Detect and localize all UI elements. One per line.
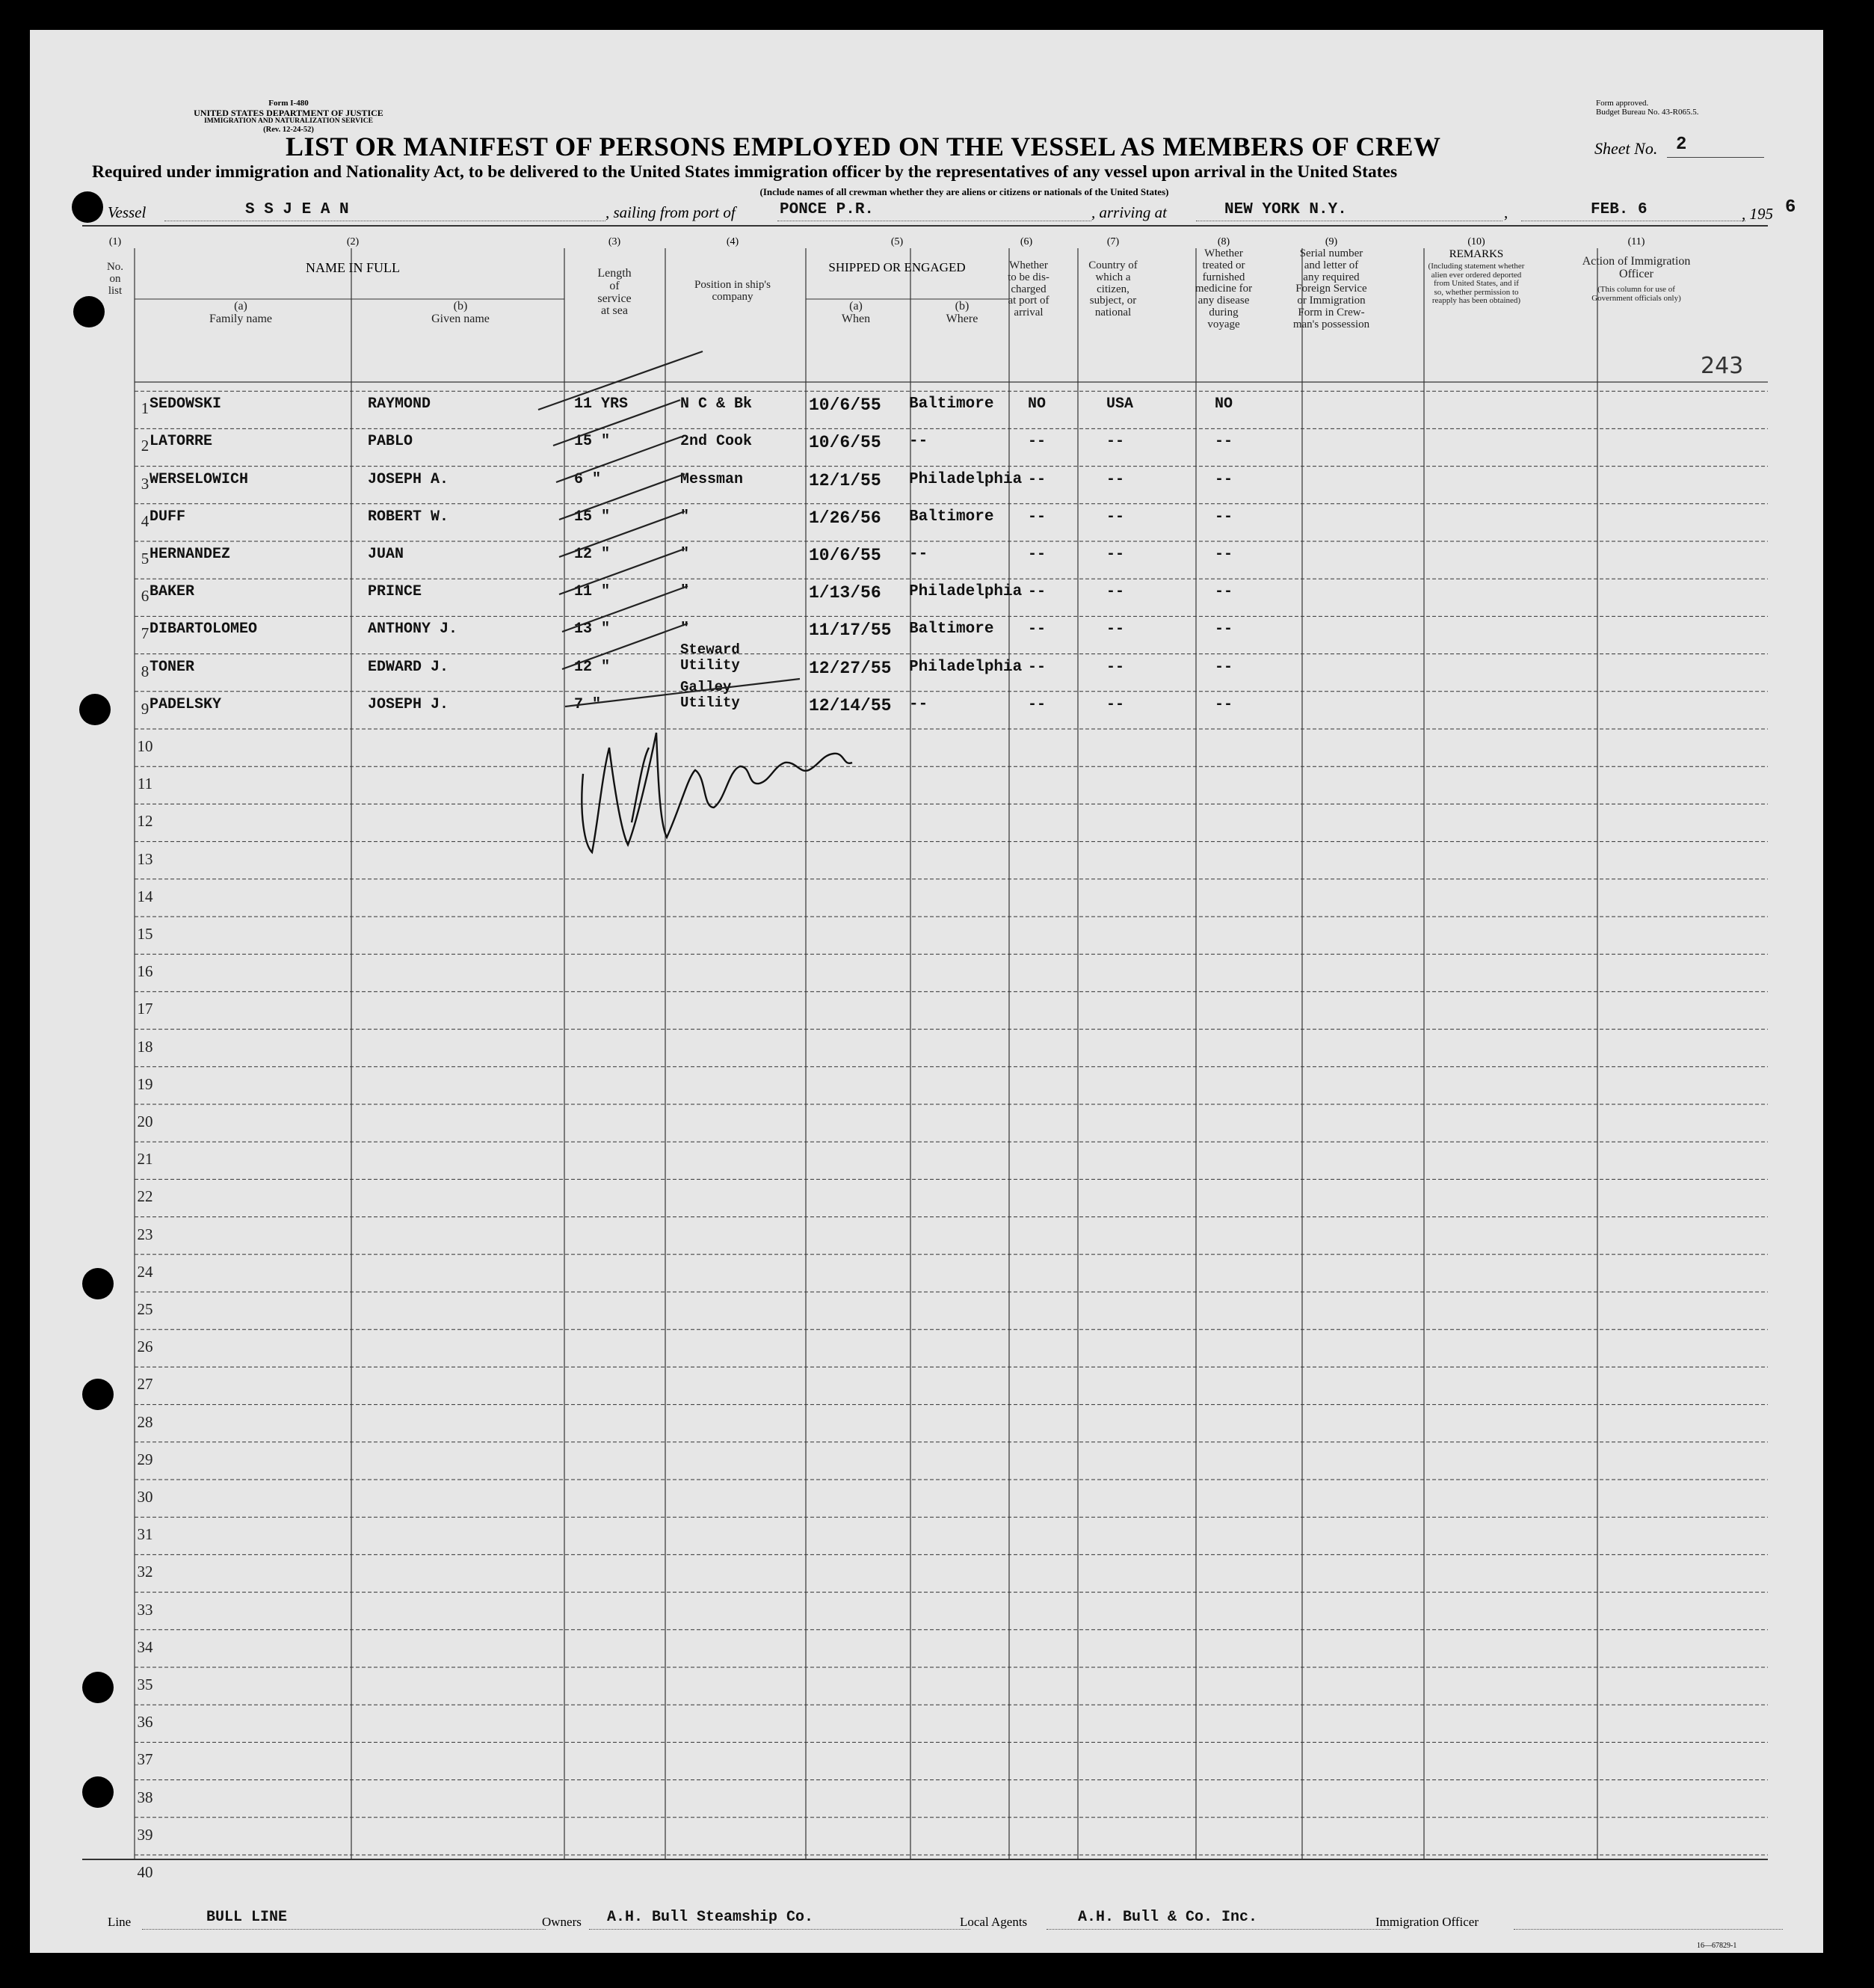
port-to: NEW YORK N.Y. bbox=[1224, 201, 1347, 218]
when-cell: 1/13/56 bbox=[809, 583, 881, 603]
footer-agents-value: A.H. Bull & Co. Inc. bbox=[1078, 1909, 1258, 1926]
header-line: national bbox=[1094, 307, 1132, 318]
family-name-cell: TONER bbox=[150, 658, 195, 676]
arriving-label: , arriving at bbox=[1091, 203, 1167, 221]
row-number: 15 bbox=[137, 925, 153, 943]
footer-owners-label: Owners bbox=[542, 1915, 582, 1929]
treated-cell: NO bbox=[1215, 396, 1233, 413]
header-line: any required bbox=[1303, 271, 1360, 283]
row-number: 13 bbox=[137, 849, 153, 868]
col-number: (5) bbox=[890, 236, 904, 247]
where-cell: -- bbox=[909, 433, 928, 451]
treated-cell: -- bbox=[1215, 583, 1233, 601]
row-number: 17 bbox=[137, 1000, 153, 1018]
header-line: (b) bbox=[453, 300, 468, 313]
header-line: furnished bbox=[1202, 271, 1245, 283]
header-line: alien ever ordered deported bbox=[1431, 270, 1522, 280]
position-cell: Steward Utility bbox=[680, 641, 740, 674]
header-line: (Including statement whether bbox=[1428, 262, 1525, 271]
header-line: reapply has been obtained) bbox=[1431, 296, 1521, 306]
col-number: (7) bbox=[1106, 236, 1120, 247]
row-number: 35 bbox=[137, 1675, 153, 1693]
header-line: at port of bbox=[1008, 295, 1049, 307]
footer-agents-rule bbox=[1047, 1929, 1390, 1930]
discharged-cell: -- bbox=[1028, 621, 1047, 638]
length-strike-marks bbox=[538, 351, 800, 707]
where-cell: Philadelphia bbox=[909, 583, 1023, 601]
header-line: Action of Immigration bbox=[1582, 255, 1691, 268]
service-name: IMMIGRATION AND NATURALIZATION SERVICE bbox=[204, 117, 373, 125]
given-name-cell: ANTHONY J. bbox=[368, 621, 458, 638]
row-number: 37 bbox=[137, 1750, 153, 1769]
form-title: LIST OR MANIFEST OF PERSONS EMPLOYED ON THE VESSEL AS MEMBERS OF CREW bbox=[286, 132, 1441, 161]
col-number: (11) bbox=[1627, 236, 1645, 247]
position-cell: " bbox=[680, 583, 690, 601]
where-cell: Philadelphia bbox=[909, 658, 1023, 676]
when-cell: 12/27/55 bbox=[809, 658, 892, 678]
footer-line-value: BULL LINE bbox=[206, 1909, 288, 1926]
header-line: No. bbox=[106, 261, 124, 273]
vessel-label: Vessel bbox=[108, 203, 147, 221]
row-number: 25 bbox=[137, 1300, 153, 1318]
when-cell: 10/6/55 bbox=[809, 396, 881, 416]
header-line: so, whether permission to bbox=[1434, 287, 1519, 297]
discharged-cell: -- bbox=[1028, 546, 1047, 563]
header-line: man's possession bbox=[1292, 318, 1370, 330]
row-number: 40 bbox=[137, 1863, 153, 1881]
position-cell: " bbox=[680, 508, 690, 526]
footer-owners-rule bbox=[589, 1929, 970, 1930]
when-cell: 10/6/55 bbox=[809, 433, 881, 453]
col-number: (9) bbox=[1325, 236, 1338, 247]
row-number: 31 bbox=[137, 1525, 153, 1544]
row-number: 24 bbox=[137, 1262, 153, 1281]
row-number: 16 bbox=[137, 962, 153, 981]
row-number: 34 bbox=[137, 1637, 153, 1656]
row-number: 36 bbox=[137, 1713, 153, 1732]
position-cell: Galley Utility bbox=[680, 678, 740, 711]
discharged-cell: -- bbox=[1028, 695, 1047, 713]
port-from: PONCE P.R. bbox=[780, 201, 875, 218]
row-number: 20 bbox=[137, 1113, 153, 1130]
footer-line-rule bbox=[142, 1929, 546, 1930]
position-cell: Messman bbox=[680, 470, 744, 488]
year-digit: 6 bbox=[1785, 197, 1796, 218]
row-number: 8 bbox=[141, 662, 150, 680]
length-cell: 11 YRS bbox=[574, 396, 629, 413]
header-line: Where bbox=[946, 312, 978, 325]
header-line: any disease bbox=[1198, 295, 1250, 307]
length-cell: 11 " bbox=[574, 583, 611, 601]
discharged-cell: -- bbox=[1028, 658, 1047, 676]
length-cell: 6 " bbox=[574, 470, 602, 488]
length-cell: 7 " bbox=[574, 695, 602, 713]
header-line: of bbox=[609, 279, 620, 292]
where-cell: Baltimore bbox=[909, 621, 994, 638]
header-line: charged bbox=[1011, 283, 1047, 295]
length-cell: 15 " bbox=[574, 508, 611, 526]
header-line: Serial number bbox=[1299, 247, 1363, 259]
discharged-cell: -- bbox=[1028, 583, 1047, 601]
print-code: 16—67829-1 bbox=[1697, 1942, 1737, 1950]
header-line: citizen, bbox=[1097, 283, 1129, 295]
given-name-cell: JOSEPH A. bbox=[368, 470, 449, 488]
col-number: (3) bbox=[608, 236, 621, 247]
family-name-cell: HERNANDEZ bbox=[150, 546, 231, 563]
footer-agents-label: Local Agents bbox=[960, 1915, 1028, 1929]
header-line: Position in ship's bbox=[694, 279, 771, 291]
when-cell: 11/17/55 bbox=[809, 621, 892, 641]
form-number: Form I-480 bbox=[268, 99, 309, 108]
signature bbox=[582, 733, 852, 852]
treated-cell: -- bbox=[1215, 508, 1233, 526]
col-number: (8) bbox=[1217, 236, 1230, 247]
budget-bureau: Budget Bureau No. 43-R065.5. bbox=[1596, 108, 1699, 117]
treated-cell: -- bbox=[1215, 546, 1233, 563]
given-name-cell: PRINCE bbox=[368, 583, 422, 601]
handwritten-marks bbox=[30, 30, 1823, 1953]
department-name: UNITED STATES DEPARTMENT OF JUSTICE bbox=[194, 108, 383, 118]
where-cell: Baltimore bbox=[909, 396, 994, 413]
given-name-cell: ROBERT W. bbox=[368, 508, 449, 526]
col-number: (1) bbox=[108, 236, 122, 247]
given-name-cell: JUAN bbox=[368, 546, 404, 563]
vessel-name: S S J E A N bbox=[245, 201, 349, 218]
header-line: Officer bbox=[1619, 267, 1653, 280]
header-line: treated or bbox=[1202, 259, 1245, 271]
length-cell: 15 " bbox=[574, 433, 611, 451]
position-cell: " bbox=[680, 546, 690, 563]
col-number: (2) bbox=[346, 236, 360, 247]
where-cell: Baltimore bbox=[909, 508, 994, 526]
row-number: 6 bbox=[141, 587, 150, 606]
where-cell: -- bbox=[909, 695, 928, 713]
discharged-cell: -- bbox=[1028, 508, 1047, 526]
row-number: 14 bbox=[137, 887, 153, 905]
row-number: 28 bbox=[137, 1412, 153, 1431]
row-number: 32 bbox=[137, 1563, 153, 1581]
row-number: 29 bbox=[137, 1450, 153, 1468]
position-cell: N C & Bk bbox=[680, 396, 753, 413]
header-line: (a) bbox=[234, 300, 247, 313]
when-cell: 10/6/55 bbox=[809, 546, 881, 565]
header-line: or Immigration bbox=[1297, 295, 1366, 307]
given-name-cell: PABLO bbox=[368, 433, 413, 451]
country-cell: -- bbox=[1106, 546, 1125, 563]
header-line: Whether bbox=[1204, 247, 1243, 259]
row-number: 26 bbox=[137, 1338, 153, 1356]
header-line: Form in Crew- bbox=[1298, 306, 1365, 318]
header-line: Whether bbox=[1009, 259, 1048, 271]
family-name-cell: SEDOWSKI bbox=[150, 396, 222, 413]
where-cell: -- bbox=[909, 546, 928, 563]
header-line: and letter of bbox=[1304, 259, 1359, 271]
length-cell: 12 " bbox=[574, 546, 611, 563]
row-number: 3 bbox=[141, 474, 150, 493]
country-cell: -- bbox=[1106, 470, 1125, 488]
header-line: company bbox=[712, 290, 753, 303]
position-cell: " bbox=[680, 621, 690, 638]
form-note: (Include names of all crewman whether they are aliens or citizens or nationals of the United States) bbox=[759, 186, 1169, 197]
sheet-number: 2 bbox=[1676, 135, 1687, 155]
country-cell: -- bbox=[1106, 621, 1125, 638]
footer-owners-value: A.H. Bull Steamship Co. bbox=[607, 1909, 814, 1926]
row-number: 38 bbox=[137, 1788, 153, 1806]
treated-cell: -- bbox=[1215, 470, 1233, 488]
row-number: 11 bbox=[137, 775, 153, 793]
header-line: Government officials only) bbox=[1591, 293, 1681, 303]
header-line: medicine for bbox=[1195, 283, 1253, 295]
header-line: voyage bbox=[1207, 318, 1240, 330]
country-cell: -- bbox=[1106, 508, 1125, 526]
country-cell: -- bbox=[1106, 658, 1125, 676]
given-name-cell: EDWARD J. bbox=[368, 658, 449, 676]
sheet-label: Sheet No. bbox=[1594, 139, 1658, 158]
row-number: 27 bbox=[137, 1375, 153, 1394]
country-cell: -- bbox=[1106, 583, 1125, 601]
header-line: which a bbox=[1095, 271, 1131, 283]
given-name-cell: JOSEPH J. bbox=[368, 695, 449, 713]
row-number: 2 bbox=[141, 437, 150, 455]
header-line: (This column for use of bbox=[1597, 285, 1675, 294]
row-number: 39 bbox=[137, 1825, 153, 1844]
discharged-cell: -- bbox=[1028, 433, 1047, 451]
row-number: 30 bbox=[137, 1488, 153, 1506]
when-cell: 12/1/55 bbox=[809, 470, 881, 490]
row-number: 1 bbox=[141, 399, 150, 418]
header-line: subject, or bbox=[1089, 295, 1137, 307]
year-prefix: , 195 bbox=[1742, 205, 1773, 223]
header-shipped: SHIPPED OR ENGAGED bbox=[828, 260, 966, 274]
comma: , bbox=[1504, 203, 1508, 221]
col-number: (6) bbox=[1020, 236, 1033, 247]
row-number: 9 bbox=[141, 699, 150, 718]
header-line: service bbox=[597, 292, 632, 305]
row-number: 10 bbox=[137, 737, 153, 755]
header-line: during bbox=[1209, 306, 1239, 318]
col-number: (10) bbox=[1467, 236, 1485, 247]
footer-officer-label: Immigration Officer bbox=[1375, 1915, 1479, 1929]
header-line: Length bbox=[597, 267, 632, 280]
length-cell: 13 " bbox=[574, 621, 611, 638]
row-number: 33 bbox=[137, 1600, 153, 1619]
row-number: 22 bbox=[137, 1187, 153, 1206]
row-number: 19 bbox=[137, 1074, 153, 1093]
discharged-cell: -- bbox=[1028, 470, 1047, 488]
manifest-page bbox=[30, 30, 1823, 1953]
row-number: 4 bbox=[141, 511, 150, 530]
footer-officer-rule bbox=[1514, 1929, 1783, 1930]
given-name-cell: RAYMOND bbox=[368, 396, 431, 413]
header-line: When bbox=[841, 312, 871, 325]
country-cell: -- bbox=[1106, 433, 1125, 451]
header-line: arrival bbox=[1014, 307, 1044, 318]
when-cell: 12/14/55 bbox=[809, 695, 892, 716]
family-name-cell: DIBARTOLOMEO bbox=[150, 621, 258, 638]
header-line: at sea bbox=[601, 304, 628, 318]
header-line: (b) bbox=[955, 300, 970, 313]
row-number: 23 bbox=[137, 1225, 153, 1243]
family-name-cell: BAKER bbox=[150, 583, 195, 601]
row-number: 5 bbox=[141, 550, 150, 567]
row-number: 7 bbox=[141, 624, 150, 643]
treated-cell: -- bbox=[1215, 433, 1233, 451]
form-subtitle: Required under immigration and Nationality Act, to be delivered to the United States immigration officer by the representatives of any vessel upon arrival in the United States bbox=[92, 162, 1398, 182]
row-number: 18 bbox=[137, 1037, 153, 1056]
family-name-cell: PADELSKY bbox=[150, 695, 222, 713]
when-cell: 1/26/56 bbox=[809, 508, 881, 528]
header-line: to be dis- bbox=[1008, 271, 1049, 283]
country-cell: USA bbox=[1106, 396, 1134, 413]
length-cell: 12 " bbox=[574, 658, 611, 676]
where-cell: Philadelphia bbox=[909, 470, 1023, 488]
header-remarks: REMARKS bbox=[1449, 248, 1504, 260]
discharged-cell: NO bbox=[1028, 396, 1047, 413]
header-line: on bbox=[109, 272, 121, 285]
sailing-label: , sailing from port of bbox=[605, 203, 736, 221]
header-line: Given name bbox=[431, 312, 490, 325]
col-number: (4) bbox=[726, 236, 739, 247]
treated-cell: -- bbox=[1215, 658, 1233, 676]
header-line: Family name bbox=[209, 312, 272, 325]
header-line: list bbox=[108, 284, 123, 297]
treated-cell: -- bbox=[1215, 695, 1233, 713]
family-name-cell: LATORRE bbox=[150, 433, 213, 451]
country-cell: -- bbox=[1106, 695, 1125, 713]
row-number: 12 bbox=[137, 812, 153, 831]
header-line: Country of bbox=[1088, 259, 1138, 271]
arrival-date: FEB. 6 bbox=[1591, 201, 1648, 218]
position-cell: 2nd Cook bbox=[680, 433, 753, 451]
row-number: 21 bbox=[137, 1150, 153, 1169]
form-approval: Form approved. bbox=[1596, 99, 1649, 108]
footer-line-label: Line bbox=[108, 1915, 132, 1929]
family-name-cell: WERSELOWICH bbox=[150, 470, 249, 488]
header-line: from United States, and if bbox=[1434, 279, 1519, 289]
form-revision: (Rev. 12-24-52) bbox=[263, 126, 314, 134]
header-name-in-full: NAME IN FULL bbox=[306, 260, 400, 275]
header-line: (a) bbox=[849, 300, 863, 313]
handwritten-number: 243 bbox=[1701, 353, 1744, 379]
header-line: Foreign Service bbox=[1295, 283, 1367, 295]
family-name-cell: DUFF bbox=[150, 508, 186, 526]
treated-cell: -- bbox=[1215, 621, 1233, 638]
